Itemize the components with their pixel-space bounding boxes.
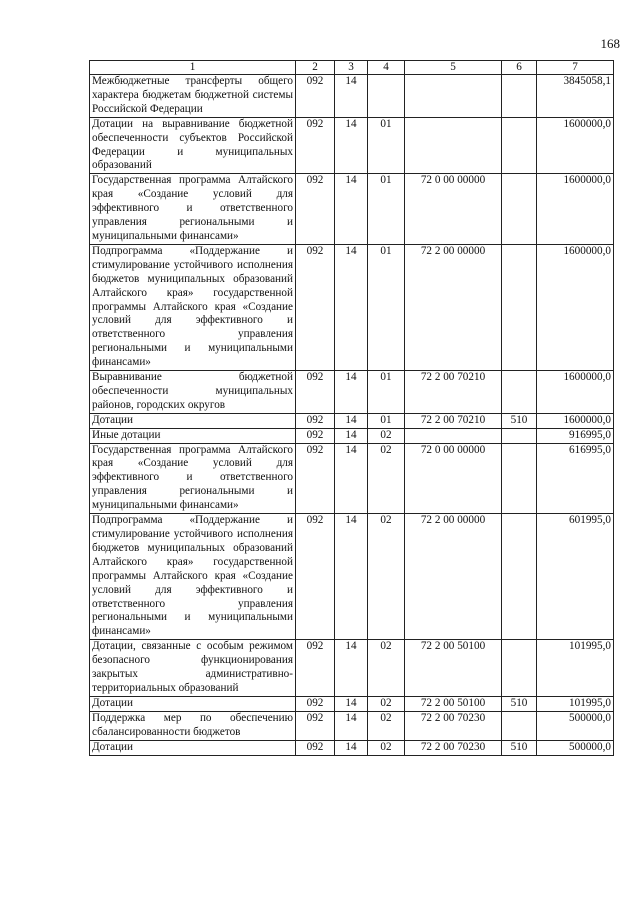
amount-cell: 101995,0 bbox=[537, 640, 614, 697]
table-row bbox=[90, 75, 614, 118]
ministry-code-cell: 092 bbox=[296, 711, 335, 740]
amount-cell: 1600000,0 bbox=[537, 244, 614, 370]
expense-type-cell bbox=[502, 174, 537, 245]
section-code-cell: 14 bbox=[335, 75, 368, 118]
expense-type-cell bbox=[502, 371, 537, 414]
section-code-cell: 14 bbox=[335, 711, 368, 740]
program-code-cell: 72 2 00 70210 bbox=[405, 413, 502, 428]
program-code-cell: 72 2 00 70230 bbox=[405, 740, 502, 755]
ministry-code-cell: 092 bbox=[296, 371, 335, 414]
table-row bbox=[90, 696, 614, 711]
expense-type-cell bbox=[502, 443, 537, 514]
ministry-code-cell: 092 bbox=[296, 740, 335, 755]
expense-type-cell bbox=[502, 640, 537, 697]
table-row bbox=[90, 740, 614, 755]
section-code-cell: 14 bbox=[335, 244, 368, 370]
program-code-cell: 72 0 00 00000 bbox=[405, 443, 502, 514]
row-name-cell: Межбюджетные трансферты общего характера бюджетам бюджетной системы Российской Федерации bbox=[90, 75, 296, 118]
program-code-cell: 72 2 00 00000 bbox=[405, 514, 502, 640]
budget-table bbox=[89, 60, 614, 756]
row-name-cell: Дотации bbox=[90, 696, 296, 711]
amount-cell: 616995,0 bbox=[537, 443, 614, 514]
amount-cell: 1600000,0 bbox=[537, 371, 614, 414]
row-name-cell: Поддержка мер по обеспечению сбалансированности бюджетов bbox=[90, 711, 296, 740]
program-code-cell: 72 2 00 50100 bbox=[405, 696, 502, 711]
table-row bbox=[90, 371, 614, 414]
table-row bbox=[90, 514, 614, 640]
ministry-code-cell: 092 bbox=[296, 640, 335, 697]
subsection-code-cell bbox=[368, 75, 405, 118]
section-code-cell: 14 bbox=[335, 413, 368, 428]
amount-cell: 1600000,0 bbox=[537, 174, 614, 245]
table-body bbox=[90, 75, 614, 756]
amount-cell: 1600000,0 bbox=[537, 117, 614, 174]
amount-cell: 500000,0 bbox=[537, 740, 614, 755]
expense-type-cell bbox=[502, 428, 537, 443]
expense-type-cell bbox=[502, 711, 537, 740]
program-code-cell: 72 2 00 50100 bbox=[405, 640, 502, 697]
section-code-cell: 14 bbox=[335, 428, 368, 443]
amount-cell: 601995,0 bbox=[537, 514, 614, 640]
subsection-code-cell: 02 bbox=[368, 428, 405, 443]
row-name-cell: Государственная программа Алтайского края «Создание условий для эффективного и ответственного управления региональными и муниципальными финансами» bbox=[90, 174, 296, 245]
expense-type-cell: 510 bbox=[502, 696, 537, 711]
table-row bbox=[90, 117, 614, 174]
section-code-cell: 14 bbox=[335, 640, 368, 697]
section-code-cell: 14 bbox=[335, 740, 368, 755]
table-row bbox=[90, 443, 614, 514]
subsection-code-cell: 02 bbox=[368, 443, 405, 514]
expense-type-cell: 510 bbox=[502, 740, 537, 755]
row-name-cell: Дотации bbox=[90, 413, 296, 428]
subsection-code-cell: 01 bbox=[368, 371, 405, 414]
program-code-cell: 72 2 00 00000 bbox=[405, 244, 502, 370]
subsection-code-cell: 02 bbox=[368, 514, 405, 640]
ministry-code-cell: 092 bbox=[296, 244, 335, 370]
row-name-cell: Государственная программа Алтайского края «Создание условий для эффективного и ответственного управления региональными и муниципальными финансами» bbox=[90, 443, 296, 514]
section-code-cell: 14 bbox=[335, 696, 368, 711]
expense-type-cell bbox=[502, 75, 537, 118]
expense-type-cell: 510 bbox=[502, 413, 537, 428]
amount-cell: 1600000,0 bbox=[537, 413, 614, 428]
header-cell: 2 bbox=[296, 61, 335, 75]
ministry-code-cell: 092 bbox=[296, 696, 335, 711]
program-code-cell bbox=[405, 428, 502, 443]
subsection-code-cell: 02 bbox=[368, 640, 405, 697]
ministry-code-cell: 092 bbox=[296, 443, 335, 514]
program-code-cell: 72 2 00 70210 bbox=[405, 371, 502, 414]
program-code-cell: 72 2 00 70230 bbox=[405, 711, 502, 740]
header-cell: 6 bbox=[502, 61, 537, 75]
expense-type-cell bbox=[502, 117, 537, 174]
subsection-code-cell: 02 bbox=[368, 740, 405, 755]
header-cell: 4 bbox=[368, 61, 405, 75]
header-cell: 7 bbox=[537, 61, 614, 75]
table-row bbox=[90, 174, 614, 245]
row-name-cell: Дотации, связанные с особым режимом безопасного функционирования закрытых административно-территориальных образований bbox=[90, 640, 296, 697]
subsection-code-cell: 01 bbox=[368, 174, 405, 245]
row-name-cell: Подпрограмма «Поддержание и стимулирование устойчивого исполнения бюджетов муниципальных образований Алтайского края» государственной программы Алтайского края «Создание условий для эффективного и ответственного управления региональными и муниципальными финансами» bbox=[90, 514, 296, 640]
header-cell: 3 bbox=[335, 61, 368, 75]
ministry-code-cell: 092 bbox=[296, 174, 335, 245]
row-name-cell: Иные дотации bbox=[90, 428, 296, 443]
table-row bbox=[90, 711, 614, 740]
section-code-cell: 14 bbox=[335, 174, 368, 245]
table-row bbox=[90, 428, 614, 443]
page-number: 168 bbox=[600, 36, 620, 51]
expense-type-cell bbox=[502, 514, 537, 640]
ministry-code-cell: 092 bbox=[296, 117, 335, 174]
program-code-cell bbox=[405, 117, 502, 174]
row-name-cell: Дотации на выравнивание бюджетной обеспеченности субъектов Российской Федерации и муниципальных образований bbox=[90, 117, 296, 174]
ministry-code-cell: 092 bbox=[296, 75, 335, 118]
ministry-code-cell: 092 bbox=[296, 514, 335, 640]
subsection-code-cell: 01 bbox=[368, 244, 405, 370]
program-code-cell bbox=[405, 75, 502, 118]
section-code-cell: 14 bbox=[335, 514, 368, 640]
table-row bbox=[90, 244, 614, 370]
ministry-code-cell: 092 bbox=[296, 413, 335, 428]
row-name-cell: Выравнивание бюджетной обеспеченности муниципальных районов, городских округов bbox=[90, 371, 296, 414]
table-row bbox=[90, 640, 614, 697]
row-name-cell: Подпрограмма «Поддержание и стимулирование устойчивого исполнения бюджетов муниципальных образований Алтайского края» государственной программы Алтайского края «Создание условий для эффективного и ответственного управления региональными и муниципальными финансами» bbox=[90, 244, 296, 370]
row-name-cell: Дотации bbox=[90, 740, 296, 755]
amount-cell: 916995,0 bbox=[537, 428, 614, 443]
amount-cell: 3845058,1 bbox=[537, 75, 614, 118]
subsection-code-cell: 02 bbox=[368, 711, 405, 740]
header-cell: 5 bbox=[405, 61, 502, 75]
header-row bbox=[90, 61, 614, 75]
subsection-code-cell: 01 bbox=[368, 117, 405, 174]
ministry-code-cell: 092 bbox=[296, 428, 335, 443]
section-code-cell: 14 bbox=[335, 117, 368, 174]
program-code-cell: 72 0 00 00000 bbox=[405, 174, 502, 245]
expense-type-cell bbox=[502, 244, 537, 370]
section-code-cell: 14 bbox=[335, 443, 368, 514]
amount-cell: 500000,0 bbox=[537, 711, 614, 740]
subsection-code-cell: 02 bbox=[368, 696, 405, 711]
subsection-code-cell: 01 bbox=[368, 413, 405, 428]
header-cell: 1 bbox=[90, 61, 296, 75]
section-code-cell: 14 bbox=[335, 371, 368, 414]
amount-cell: 101995,0 bbox=[537, 696, 614, 711]
table-row bbox=[90, 413, 614, 428]
